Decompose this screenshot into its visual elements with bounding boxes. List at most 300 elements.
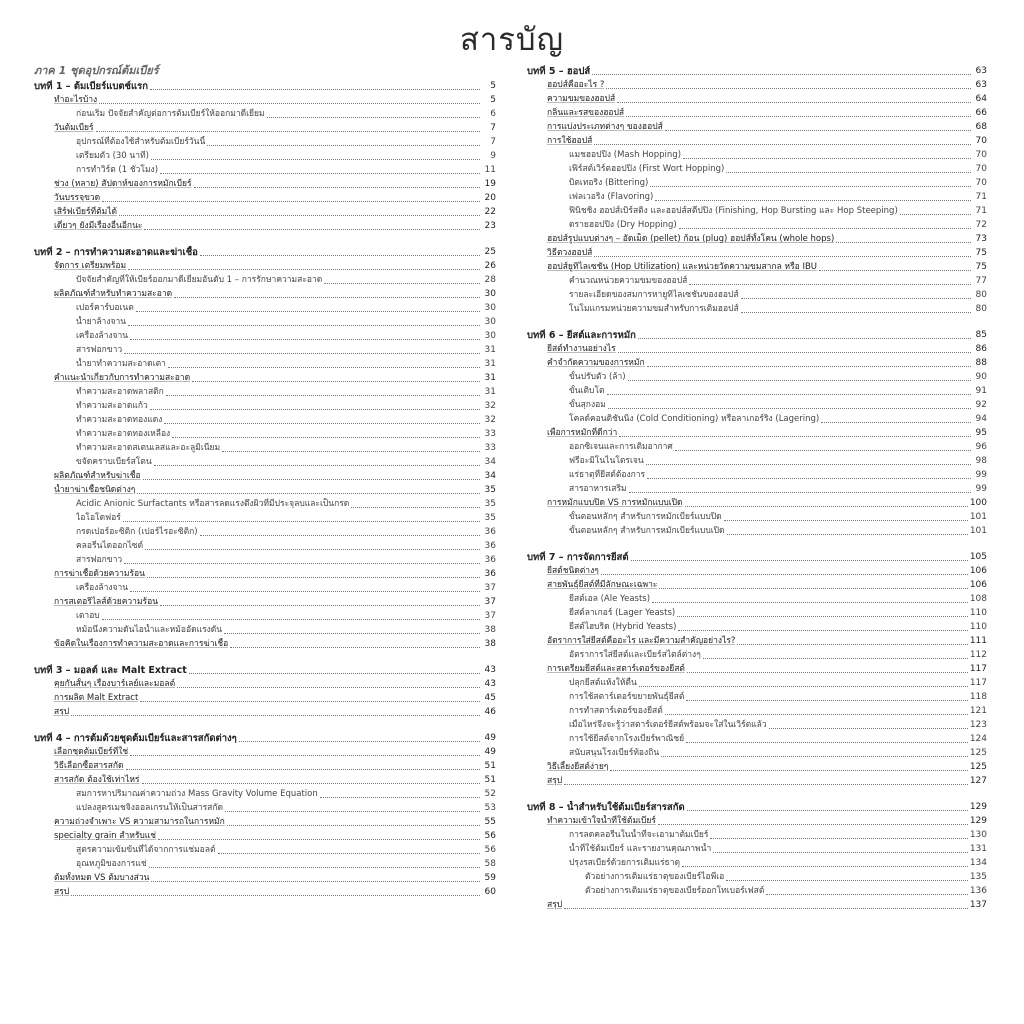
toc-entry[interactable]: [527, 454, 987, 468]
toc-entry[interactable]: [34, 623, 496, 637]
toc-entry-title: ทำความสะอาดแก้ว: [76, 401, 148, 411]
toc-entry-title: ทำอะไรบ้าง: [54, 95, 98, 105]
toc-chapter-entry[interactable]: [34, 663, 496, 677]
toc-entry-title: ปลุกยีสต์แห้งให้ตื่น: [569, 678, 637, 688]
dot-leader: [124, 352, 480, 354]
dot-leader: [687, 671, 968, 673]
toc-entry-title: การใช้ฮอปส์: [547, 136, 593, 146]
toc-entry[interactable]: [34, 163, 496, 177]
toc-entry[interactable]: [34, 121, 496, 135]
toc-entry[interactable]: [34, 567, 496, 581]
toc-entry-title: ขั้นตอนหลักๆ สำหรับการหมักเบียร์แบบเปิด: [569, 526, 725, 536]
toc-entry-title: ขั้นปรับตัว (ล้า): [569, 372, 626, 382]
toc-entry[interactable]: [527, 218, 987, 232]
toc-entry[interactable]: [527, 842, 987, 856]
toc-entry-title: หม้อนึ่งความดันไอน้ำและหม้ออัดแรงดัน: [76, 625, 223, 635]
toc-entry[interactable]: [34, 843, 496, 857]
toc-entry[interactable]: [34, 441, 496, 455]
dot-leader: [726, 879, 968, 881]
toc-entry-title: การผลิต Malt Extract: [54, 693, 139, 703]
toc-entry-title: การแบ่งประเภทต่างๆ ของฮอปส์: [547, 122, 663, 132]
toc-entry-title: ขั้นตอนหลักๆ สำหรับการหมักเบียร์แบบปิด: [569, 512, 722, 522]
toc-entry[interactable]: [527, 288, 987, 302]
dot-leader: [607, 393, 971, 395]
dot-leader: [677, 615, 968, 617]
dot-leader: [647, 365, 971, 367]
toc-entry[interactable]: [527, 564, 987, 578]
toc-chapter-entry[interactable]: [34, 245, 496, 259]
dot-leader: [675, 449, 971, 451]
toc-entry[interactable]: [34, 497, 496, 511]
toc-entry[interactable]: [34, 93, 496, 107]
dot-leader: [140, 700, 480, 702]
dot-leader: [564, 907, 968, 909]
toc-entry[interactable]: [527, 106, 987, 120]
toc-page-number: 100: [969, 498, 987, 508]
toc-entry[interactable]: [527, 78, 987, 92]
toc-page-number: 125: [969, 762, 987, 772]
toc-entry[interactable]: [527, 260, 987, 274]
toc-page-number: 95: [975, 428, 987, 438]
toc-entry-title: อุปกรณ์ที่ต้องใช้สำหรับต้มเบียร์วันนี้: [76, 137, 206, 147]
dot-leader: [351, 506, 480, 508]
toc-page-number: 51: [484, 761, 496, 771]
dot-leader: [638, 337, 971, 339]
toc-page-number: 63: [975, 66, 987, 76]
dot-leader: [685, 505, 968, 507]
toc-chapter-entry[interactable]: [527, 328, 987, 342]
toc-entry[interactable]: [34, 385, 496, 399]
dot-leader: [679, 227, 971, 229]
toc-entry-title: การฆ่าเชื้อด้วยความร้อน: [54, 569, 145, 579]
toc-entry[interactable]: [34, 885, 496, 899]
toc-entry[interactable]: [527, 648, 987, 662]
toc-page-number: 111: [969, 636, 987, 646]
toc-page-number: 32: [484, 401, 496, 411]
toc-page-number: 131: [969, 844, 987, 854]
toc-entry-title: ทำความสะอาดทองแดง: [76, 415, 163, 425]
toc-entry-title: ทำความสะอาดสเตนเลสและอะลูมิเนียม: [76, 443, 221, 453]
toc-entry[interactable]: [34, 259, 496, 273]
toc-entry-title: คำแนะนำเกี่ยวกับการทำความสะอาด: [54, 373, 191, 383]
toc-entry-title: บทที่ 7 – การจัดการยีสต์: [527, 552, 629, 563]
toc-page-number: 28: [484, 275, 496, 285]
toc-entry[interactable]: [527, 496, 987, 510]
toc-spacer: [527, 788, 987, 800]
toc-entry[interactable]: [34, 469, 496, 483]
toc-page-number: 137: [969, 900, 987, 910]
dot-leader: [592, 73, 971, 75]
toc-page-number: 94: [975, 414, 987, 424]
dot-leader: [655, 199, 971, 201]
dot-leader: [230, 646, 480, 648]
dot-leader: [158, 838, 480, 840]
dot-leader: [686, 699, 967, 701]
toc-entry-title: ขั้นสุกงอม: [569, 400, 606, 410]
toc-entry[interactable]: [527, 120, 987, 134]
dot-leader: [646, 463, 971, 465]
toc-page-number: 9: [490, 151, 496, 161]
toc-entry[interactable]: [527, 440, 987, 454]
dot-leader: [150, 88, 480, 90]
toc-entry[interactable]: [34, 413, 496, 427]
toc-entry-title: บทที่ 3 – มอลต์ และ Malt Extract: [34, 665, 187, 676]
dot-leader: [594, 255, 971, 257]
toc-entry[interactable]: [34, 219, 496, 233]
toc-entry[interactable]: [527, 718, 987, 732]
dot-leader: [123, 520, 480, 522]
dot-leader: [136, 310, 480, 312]
toc-entry-title: บทที่ 8 – น้ำสำหรับใช้ต้มเบียร์สารสกัด: [527, 802, 685, 813]
toc-entry-title: ตัวอย่างการเติมแร่ธาตุของเบียร์ไอพีเอ: [585, 872, 725, 882]
toc-entry[interactable]: [34, 343, 496, 357]
toc-page-number: 134: [969, 858, 987, 868]
toc-entry[interactable]: [527, 148, 987, 162]
toc-entry[interactable]: [34, 399, 496, 413]
toc-page-number: 129: [969, 816, 987, 826]
dot-leader: [218, 852, 480, 854]
toc-entry-title: ขจัดคราบเบียร์สโตน: [76, 457, 152, 467]
toc-page-number: 129: [969, 802, 987, 812]
toc-entry[interactable]: [527, 232, 987, 246]
toc-entry-title: ยีสต์ลาเกอร์ (Lager Yeasts): [569, 608, 676, 618]
toc-page-number: 106: [969, 566, 987, 576]
toc-page-number: 31: [484, 359, 496, 369]
toc-entry[interactable]: [34, 371, 496, 385]
toc-entry[interactable]: [527, 134, 987, 148]
dot-leader: [124, 562, 480, 564]
toc-entry-title: สูตรความเข้มข้นที่ได้จากการแช่มอลต์: [76, 845, 216, 855]
toc-page-number: 96: [975, 442, 987, 452]
toc-chapter-entry[interactable]: [34, 731, 496, 745]
toc-entry[interactable]: [34, 691, 496, 705]
dot-leader: [119, 214, 480, 216]
dot-leader: [227, 824, 480, 826]
toc-entry[interactable]: [34, 455, 496, 469]
toc-entry[interactable]: [527, 828, 987, 842]
toc-entry-title: สารฟอกขาว: [76, 555, 123, 565]
dot-leader: [619, 435, 971, 437]
toc-entry[interactable]: [527, 870, 987, 884]
toc-entry[interactable]: [34, 609, 496, 623]
dot-leader: [160, 604, 480, 606]
dot-leader: [200, 254, 480, 256]
toc-entry-title: ทำความสะอาดพลาสติก: [76, 387, 164, 397]
dot-leader: [659, 587, 967, 589]
dot-leader: [324, 282, 480, 284]
dot-leader: [130, 754, 480, 756]
toc-entry[interactable]: [34, 745, 496, 759]
toc-page-number: 38: [484, 639, 496, 649]
toc-page-number: 30: [484, 317, 496, 327]
dot-leader: [172, 436, 480, 438]
toc-entry[interactable]: [527, 814, 987, 828]
toc-entry[interactable]: [527, 690, 987, 704]
toc-entry[interactable]: [34, 329, 496, 343]
toc-page-number: 73: [975, 234, 987, 244]
dot-leader: [225, 810, 480, 812]
toc-entry-title: ปัจจัยสำคัญที่ให้เบียร์ออกมาดีเยี่ยมอันดับ 1 – การรักษาความสะอาด: [76, 275, 323, 285]
toc-entry-title: สายพันธุ์ยีสต์ที่มีลักษณะเฉพาะ: [547, 580, 658, 590]
toc-page-number: 72: [975, 220, 987, 230]
toc-entry-title: ก่อนเริ่ม ปัจจัยสำคัญต่อการต้มเบียร์ให้ออกมาดีเยี่ยม: [76, 109, 265, 119]
toc-entry-title: กลิ่นและรสของฮอปส์: [547, 108, 625, 118]
toc-entry[interactable]: [527, 274, 987, 288]
toc-entry-title: ตัวอย่างการเติมแร่ธาตุของเบียร์ออกโทเบอร์เฟสต์: [585, 886, 765, 896]
toc-entry[interactable]: [34, 357, 496, 371]
toc-entry[interactable]: [34, 773, 496, 787]
toc-page-number: 43: [484, 679, 496, 689]
toc-entry-title: วิธีตวงฮอปส์: [547, 248, 593, 258]
dot-leader: [151, 880, 480, 882]
toc-entry[interactable]: [527, 176, 987, 190]
dot-leader: [594, 143, 971, 145]
dot-leader: [71, 714, 480, 716]
dot-leader: [143, 478, 480, 480]
toc-entry[interactable]: [527, 662, 987, 676]
toc-page-number: 38: [484, 625, 496, 635]
dot-leader: [149, 866, 480, 868]
dot-leader: [682, 865, 968, 867]
toc-entry[interactable]: [527, 468, 987, 482]
toc-entry-title: สรุป: [547, 776, 563, 786]
toc-entry[interactable]: [34, 483, 496, 497]
toc-entry[interactable]: [527, 482, 987, 496]
toc-entry-title: วันต้มเบียร์: [54, 123, 94, 133]
toc-entry[interactable]: [527, 342, 987, 356]
dot-leader: [626, 115, 971, 117]
dot-leader: [678, 629, 967, 631]
toc-entry[interactable]: [34, 871, 496, 885]
dot-leader: [900, 213, 971, 215]
toc-entry[interactable]: [527, 774, 987, 788]
toc-entry[interactable]: [527, 246, 987, 260]
toc-page-number: 64: [975, 94, 987, 104]
dot-leader: [658, 823, 968, 825]
toc-entry[interactable]: [34, 427, 496, 441]
toc-entry[interactable]: [34, 581, 496, 595]
dot-leader: [647, 477, 971, 479]
dot-leader: [130, 590, 480, 592]
toc-entry[interactable]: [527, 204, 987, 218]
dot-leader: [629, 491, 971, 493]
toc-entry-title: ยีสต์ไฮบริด (Hybrid Yeasts): [569, 622, 677, 632]
toc-entry[interactable]: [527, 92, 987, 106]
toc-entry[interactable]: [527, 370, 987, 384]
toc-entry-title: สนับสนุนโรงเบียร์ท้องถิ่น: [569, 748, 660, 758]
toc-entry[interactable]: [527, 856, 987, 870]
toc-entry[interactable]: [527, 524, 987, 538]
toc-page-number: 49: [484, 733, 496, 743]
toc-entry[interactable]: [34, 205, 496, 219]
toc-entry[interactable]: [34, 595, 496, 609]
dot-leader: [164, 422, 480, 424]
toc-entry-title: แร่ธาตุที่ยีสต์ต้องการ: [569, 470, 646, 480]
toc-entry-title: การใช้สตาร์เตอร์ขยายพันธุ์ยีสต์: [569, 692, 685, 702]
toc-entry-title: ความขมของฮอปส์: [547, 94, 616, 104]
toc-entry[interactable]: [527, 884, 987, 898]
toc-entry[interactable]: [527, 412, 987, 426]
toc-entry[interactable]: [34, 787, 496, 801]
toc-entry-title: ฟรีอะมิโนไนโตรเจน: [569, 456, 644, 466]
toc-entry[interactable]: [527, 162, 987, 176]
toc-page-number: 121: [969, 706, 987, 716]
toc-page-number: 32: [484, 415, 496, 425]
toc-page-number: 105: [969, 552, 987, 562]
toc-page-number: 36: [484, 527, 496, 537]
toc-entry-title: คุยกันสั้นๆ เรื่องบาร์เลย์และมอลต์: [54, 679, 176, 689]
toc-entry[interactable]: [34, 287, 496, 301]
dot-leader: [618, 351, 971, 353]
dot-leader: [142, 782, 480, 784]
dot-leader: [320, 796, 480, 798]
toc-page-number: 36: [484, 569, 496, 579]
toc-entry-title: บทที่ 6 – ยีสต์และการหมัก: [527, 330, 636, 341]
toc-entry[interactable]: [34, 191, 496, 205]
toc-entry[interactable]: [527, 190, 987, 204]
toc-page-number: 26: [484, 261, 496, 271]
toc-entry[interactable]: [527, 732, 987, 746]
toc-page-number: 130: [969, 830, 987, 840]
toc-entry[interactable]: [34, 759, 496, 773]
toc-page-number: 53: [484, 803, 496, 813]
toc-entry[interactable]: [34, 177, 496, 191]
toc-entry[interactable]: [34, 677, 496, 691]
toc-chapter-entry[interactable]: [527, 64, 987, 78]
dot-leader: [727, 533, 968, 535]
toc-chapter-entry[interactable]: [34, 79, 496, 93]
toc-entry[interactable]: [527, 898, 987, 912]
toc-page-number: 68: [975, 122, 987, 132]
toc-page-number: 117: [969, 664, 987, 674]
toc-entry[interactable]: [527, 384, 987, 398]
toc-entry-title: วันบรรจุขวด: [54, 193, 101, 203]
toc-entry-title: Acidic Anionic Surfactants หรือสารลดแรงตึงผิวที่มีประจุลบและเป็นกรด: [76, 499, 350, 509]
toc-page-number: 23: [484, 221, 496, 231]
dot-leader: [686, 741, 968, 743]
toc-page-number: 34: [484, 471, 496, 481]
toc-entry-title: สมการหาปริมาณค่าความถ่วง Mass Gravity Volume Equation: [76, 789, 318, 799]
dot-leader: [224, 632, 480, 634]
toc-entry[interactable]: [527, 592, 987, 606]
toc-page-number: 19: [484, 179, 496, 189]
toc-entry[interactable]: [34, 801, 496, 815]
toc-page-number: 90: [975, 372, 987, 382]
toc-entry[interactable]: [527, 634, 987, 648]
toc-entry[interactable]: [527, 302, 987, 316]
toc-entry[interactable]: [527, 704, 987, 718]
toc-entry[interactable]: [34, 315, 496, 329]
toc-entry[interactable]: [527, 510, 987, 524]
toc-page-number: 20: [484, 193, 496, 203]
toc-page-number: 66: [975, 108, 987, 118]
dot-leader: [128, 268, 480, 270]
toc-entry-title: บทที่ 5 – ฮอปส์: [527, 66, 591, 77]
toc-entry-title: ทำความเข้าใจน้ำที่ใช้ต้มเบียร์: [547, 816, 656, 826]
toc-entry[interactable]: [34, 553, 496, 567]
toc-page-number: 71: [975, 192, 987, 202]
dot-leader: [741, 311, 971, 313]
toc-page-number: 56: [484, 831, 496, 841]
toc-page-number: 70: [975, 178, 987, 188]
toc-entry[interactable]: [34, 539, 496, 553]
toc-page-number: 88: [975, 358, 987, 368]
toc-entry[interactable]: [527, 746, 987, 760]
toc-entry-title: การสเตอริไลส์ด้วยความร้อน: [54, 597, 159, 607]
toc-page-number: 55: [484, 817, 496, 827]
toc-entry[interactable]: [527, 398, 987, 412]
dot-leader: [650, 185, 971, 187]
toc-entry[interactable]: [527, 606, 987, 620]
toc-entry[interactable]: [34, 149, 496, 163]
toc-entry[interactable]: [34, 829, 496, 843]
toc-entry-title: ยีสต์ชนิดต่างๆ: [547, 566, 599, 576]
toc-chapter-entry[interactable]: [527, 550, 987, 564]
dot-leader: [137, 492, 480, 494]
toc-spacer: [527, 538, 987, 550]
toc-entry-title: ฟินิชชิง ฮอปส์เบิร์สติง และฮอปส์สตีปปิง (Finishing, Hop Bursting และ Hop Steeping): [569, 206, 898, 216]
toc-page-number: 25: [484, 247, 496, 257]
toc-entry[interactable]: [34, 107, 496, 121]
toc-entry[interactable]: [34, 301, 496, 315]
toc-entry[interactable]: [34, 525, 496, 539]
dot-leader: [189, 672, 480, 674]
toc-entry[interactable]: [527, 578, 987, 592]
toc-entry-title: อัตราการใส่ยีสต์และเบียร์สไตล์ต่างๆ: [569, 650, 701, 660]
toc-entry-title: บทที่ 4 – การต้มด้วยชุดต้มเบียร์และสารสกัดต่างๆ: [34, 733, 237, 744]
toc-entry-title: บทที่ 1 – ต้มเบียร์แบตช์แรก: [34, 81, 148, 92]
toc-entry-title: แปลงสูตรเมชจิงออลเกรนให้เป็นสารสกัด: [76, 803, 224, 813]
toc-entry-title: เตรียมตัว (30 นาที): [76, 151, 149, 161]
toc-entry[interactable]: [527, 760, 987, 774]
toc-entry[interactable]: [527, 676, 987, 690]
dot-leader: [726, 171, 971, 173]
dot-leader: [267, 116, 480, 118]
dot-leader: [222, 450, 480, 452]
dot-leader: [687, 809, 968, 811]
toc-entry-title: สารอาหารเสริม: [569, 484, 627, 494]
toc-entry-title: สรุป: [54, 707, 70, 717]
toc-entry[interactable]: [34, 857, 496, 871]
dot-leader: [102, 618, 480, 620]
toc-entry[interactable]: [527, 426, 987, 440]
toc-left-column: [34, 64, 496, 899]
toc-page-number: 37: [484, 611, 496, 621]
toc-entry[interactable]: [34, 705, 496, 719]
toc-entry[interactable]: [34, 135, 496, 149]
dot-leader: [166, 394, 480, 396]
toc-entry[interactable]: [527, 356, 987, 370]
toc-entry[interactable]: [527, 620, 987, 634]
toc-page-number: 92: [975, 400, 987, 410]
toc-entry[interactable]: [34, 273, 496, 287]
toc-entry[interactable]: [34, 637, 496, 651]
toc-page-number: 70: [975, 150, 987, 160]
toc-chapter-entry[interactable]: [527, 800, 987, 814]
toc-entry-title: ข้อคิดในเรื่องการทำความสะอาดและการฆ่าเชื้อ: [54, 639, 229, 649]
toc-entry-title: คำจำกัดความของการหมัก: [547, 358, 645, 368]
page-title: สารบัญ: [459, 22, 565, 58]
toc-page-number: 59: [484, 873, 496, 883]
toc-right-column: [527, 64, 987, 912]
toc-page-number: 58: [484, 859, 496, 869]
toc-entry-title: กรดเปอร์อะซิติก (เปอร์ไรอะซิติก): [76, 527, 198, 537]
toc-entry[interactable]: [34, 815, 496, 829]
toc-page-number: 60: [484, 887, 496, 897]
toc-page-number: 125: [969, 748, 987, 758]
dot-leader: [610, 769, 967, 771]
toc-entry[interactable]: [34, 511, 496, 525]
